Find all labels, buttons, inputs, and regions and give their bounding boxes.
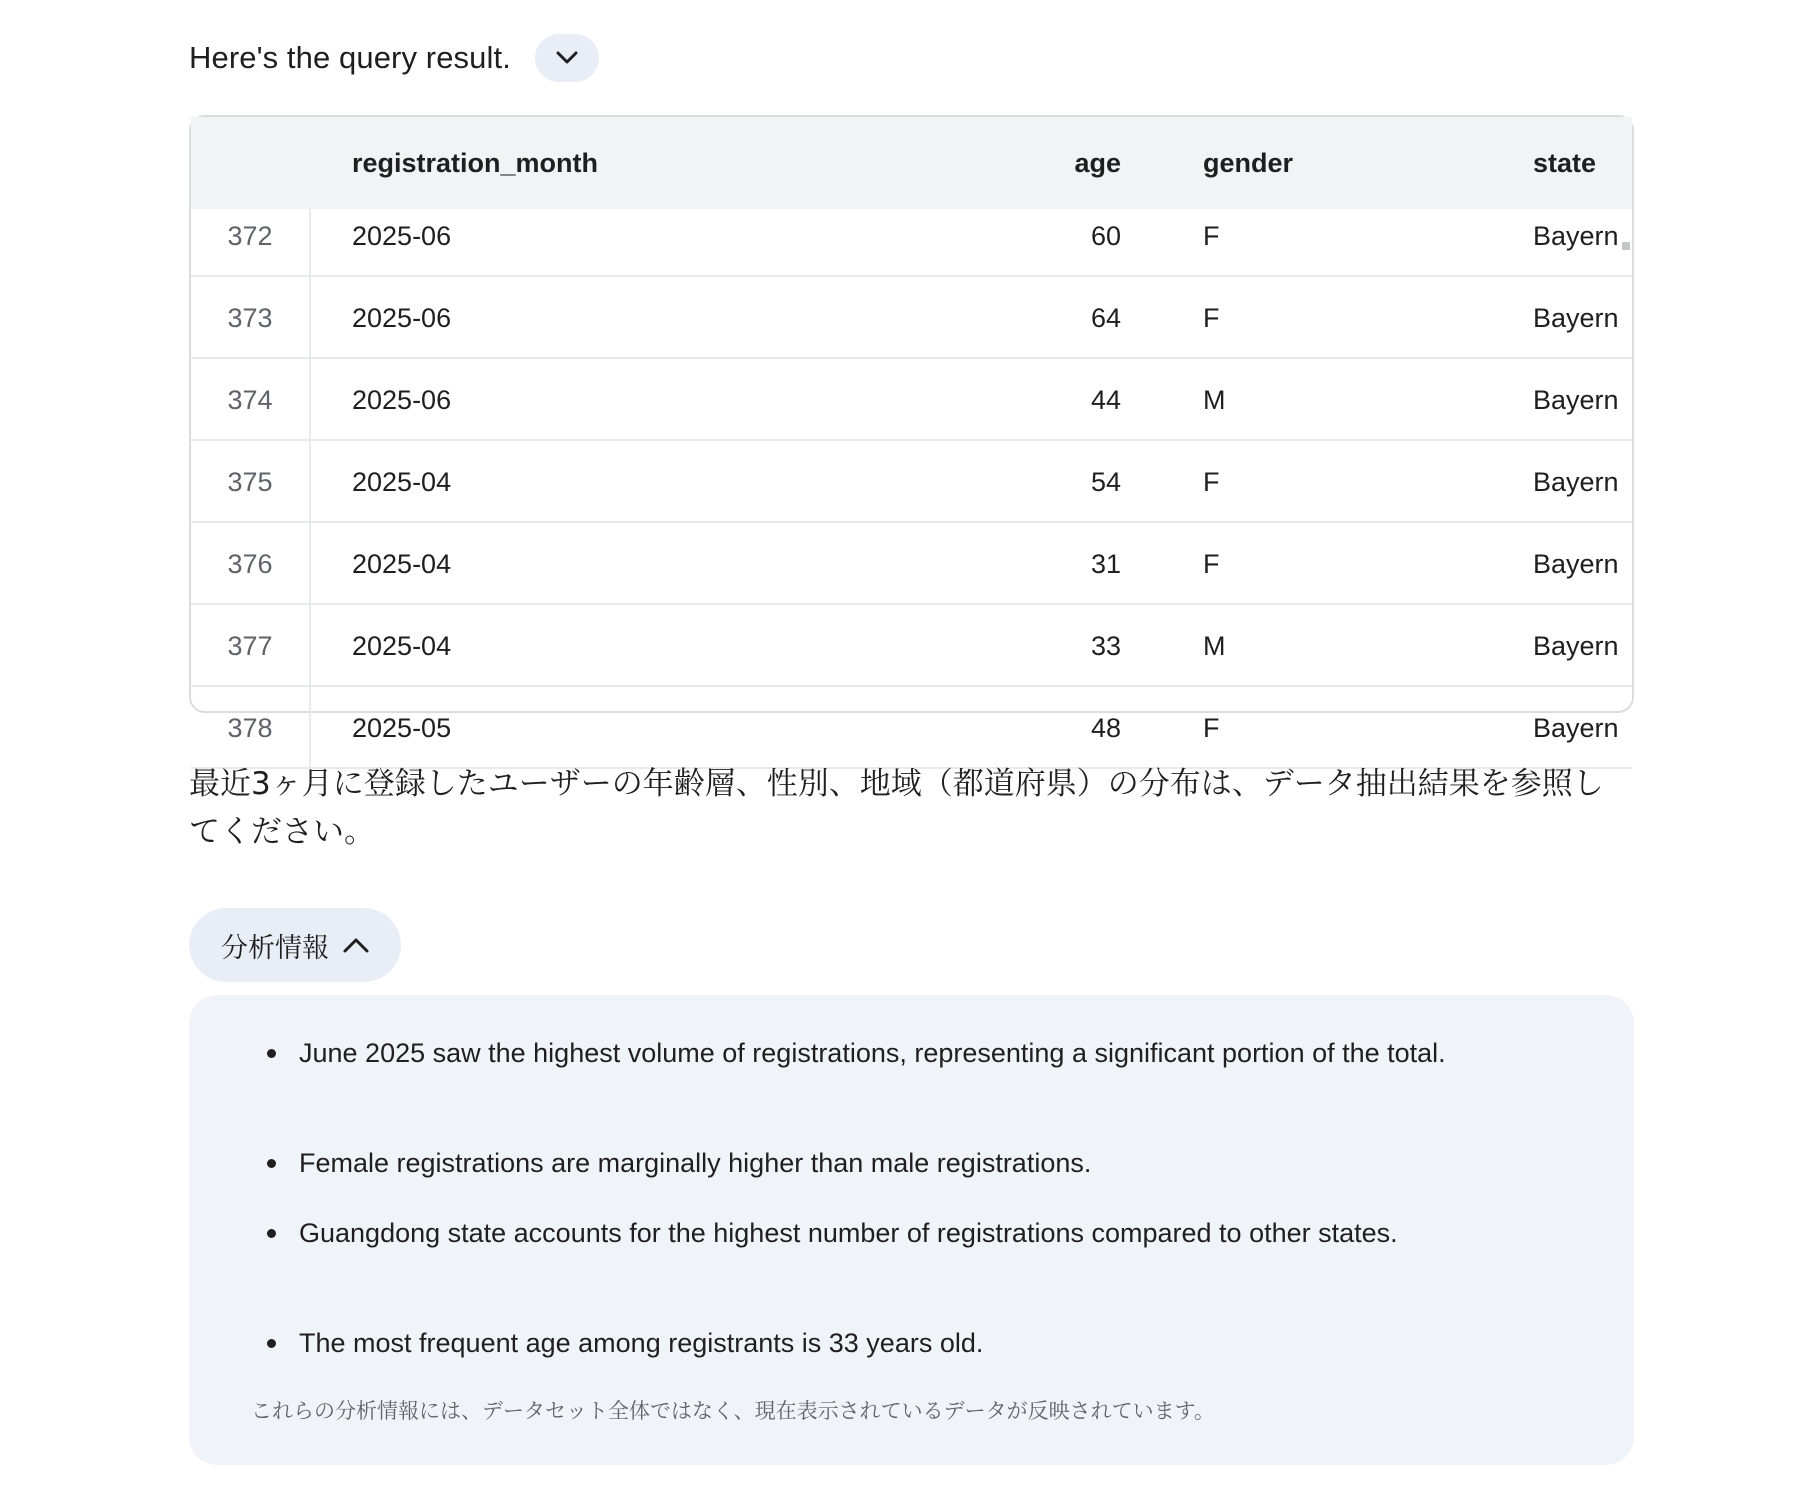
cell-age: 54 [1090,467,1121,497]
insight-text: June 2025 saw the highest volume of registrations, representing a significant portion of the total. [299,1038,1446,1068]
cell-gender: F [1203,549,1220,579]
bullet-icon [267,1229,276,1238]
insight-text: Female registrations are marginally higher than male registrations. [299,1148,1092,1178]
table-row [191,441,1632,523]
insight-item [299,1143,1489,1183]
insight-text: The most frequent age among registrants is 33 years old. [299,1328,984,1358]
cell-age: 48 [1090,713,1121,743]
row-index: 374 [191,359,311,441]
cell-gender: F [1203,467,1220,497]
table-row [191,687,1632,769]
cell-registration-month: 2025-06 [352,303,452,333]
collapse-result-button[interactable] [535,34,599,82]
table-scrollbar[interactable] [1622,242,1630,250]
insight-text: Guangdong state accounts for the highest number of registrations compared to other states. [299,1218,1398,1248]
cell-age: 33 [1090,631,1121,661]
table-row [191,523,1632,605]
cell-state: Bayern [1533,303,1619,333]
cell-age: 44 [1090,385,1121,415]
insights-footnote: これらの分析情報には、データセット全体ではなく、現在表示されているデータが反映されています。 [251,1399,1215,1423]
table-row [191,605,1632,687]
cell-state: Bayern [1533,713,1619,743]
cell-state: Bayern [1533,221,1619,251]
cell-gender: M [1203,631,1226,661]
insights-panel [189,995,1634,1465]
cell-state: Bayern [1533,549,1619,579]
cell-gender: M [1203,385,1226,415]
cell-age: 31 [1090,549,1121,579]
table-row [191,277,1632,359]
cell-registration-month: 2025-04 [352,549,452,579]
cell-state: Bayern [1533,631,1619,661]
insight-item [299,1213,1489,1253]
insights-chip-label: 分析情報 [221,932,329,964]
chevron-down-icon [556,51,578,65]
row-index: 377 [191,605,311,687]
column-header-state[interactable]: state [1533,148,1597,178]
row-index: 373 [191,277,311,359]
cell-registration-month: 2025-06 [352,221,452,251]
cell-age: 60 [1090,221,1121,251]
chevron-up-icon [343,937,369,953]
cell-registration-month: 2025-05 [352,713,452,743]
bullet-icon [267,1049,276,1058]
table-row [191,359,1632,441]
row-index: 378 [191,687,311,769]
table-header [191,117,1632,209]
row-index: 376 [191,523,311,605]
summary-text: 最近3ヶ月に登録したユーザーの年齢層、性別、地域（都道府県）の分布は、データ抽出結果を参照してください。 [189,766,1604,850]
cell-gender: F [1203,221,1220,251]
cell-gender: F [1203,303,1220,333]
insight-item [299,1033,1489,1073]
cell-state: Bayern [1533,385,1619,415]
column-header-registration-month[interactable]: registration_month [352,148,599,178]
bullet-icon [267,1159,276,1168]
cell-registration-month: 2025-04 [352,467,452,497]
bullet-icon [267,1339,276,1348]
insights-toggle-button[interactable] [189,908,401,982]
cell-registration-month: 2025-04 [352,631,452,661]
column-header-age[interactable]: age [1074,148,1121,178]
query-result-table[interactable] [189,115,1634,743]
result-title: Here's the query result. [189,40,511,75]
cell-gender: F [1203,713,1220,743]
cell-registration-month: 2025-06 [352,385,452,415]
row-index: 375 [191,441,311,523]
column-header-gender[interactable]: gender [1203,148,1294,178]
cell-age: 64 [1090,303,1121,333]
row-index: 372 [191,195,311,277]
insight-item [299,1323,1489,1363]
result-header [189,32,599,84]
cell-state: Bayern [1533,467,1619,497]
